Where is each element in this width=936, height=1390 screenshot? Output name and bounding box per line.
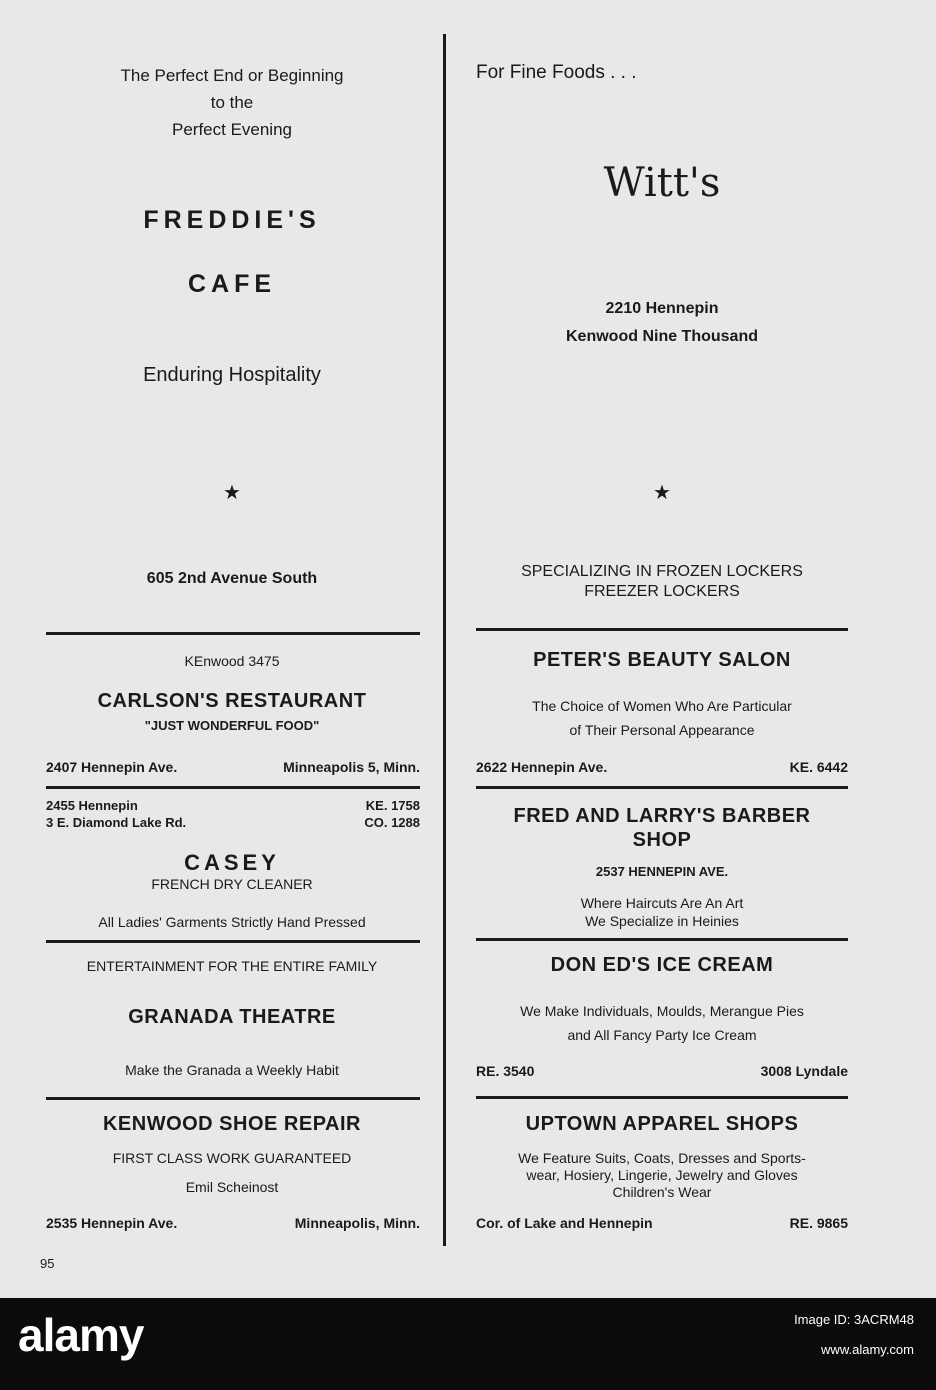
kenwood-tagline: FIRST CLASS WORK GUARANTEED	[112, 1150, 352, 1166]
peters-address-row	[476, 759, 848, 775]
barber-slogan-line-2: We Specialize in Heinies	[585, 913, 739, 929]
star-icon: ★	[223, 482, 241, 504]
casey-location-row-2	[46, 815, 420, 830]
freddies-tagline-line-2: to the	[210, 93, 254, 112]
barber-slogan-line-1: Where Haircuts Are An Art	[580, 895, 744, 911]
freddies-tagline-line-3: Perfect Evening	[171, 120, 292, 139]
witts-phone: Kenwood Nine Thousand	[566, 328, 758, 345]
carlsons-name: CARLSON'S RESTAURANT	[97, 690, 367, 712]
barber-name	[470, 804, 854, 852]
kenwood-name: KENWOOD SHOE REPAIR	[102, 1113, 362, 1135]
page-number: 95	[40, 1256, 55, 1271]
kenwood-owner: Emil Scheinost	[185, 1179, 279, 1195]
doned-slogan	[470, 999, 854, 1047]
divider-rule	[476, 628, 848, 631]
carlsons-slogan: "JUST WONDERFUL FOOD"	[144, 718, 320, 733]
uptown-line-3: Children's Wear	[612, 1184, 712, 1200]
witts-specialty	[462, 562, 862, 602]
doned-slogan-line-1: We Make Individuals, Moulds, Merangue Pies	[520, 1003, 804, 1019]
freddies-tagline	[40, 62, 424, 143]
image-id: Image ID: 3ACRM48	[794, 1312, 914, 1327]
star-icon: ★	[653, 482, 671, 504]
uptown-address: Cor. of Lake and Hennepin	[476, 1215, 653, 1231]
witts-address: 2210 Hennepin	[605, 300, 719, 317]
divider-rule	[46, 1097, 420, 1100]
divider-rule	[476, 938, 848, 941]
freddies-slogan: Enduring Hospitality	[143, 364, 321, 386]
freddies-address: 605 2nd Avenue South	[146, 570, 318, 587]
site-url[interactable]: www.alamy.com	[821, 1342, 914, 1357]
granada-name: GRANADA THEATRE	[128, 1006, 336, 1028]
carlsons-address-row	[46, 759, 420, 775]
witts-specialty-line-1: SPECIALIZING IN FROZEN LOCKERS	[521, 563, 803, 580]
uptown-name: UPTOWN APPAREL SHOPS	[525, 1113, 799, 1135]
doned-phone: RE. 3540	[476, 1063, 535, 1079]
granada-slogan: Make the Granada a Weekly Habit	[125, 1062, 339, 1078]
casey-phone-1: KE. 1758	[365, 798, 420, 813]
kenwood-address-row	[46, 1215, 420, 1231]
uptown-line-2: wear, Hosiery, Lingerie, Jewelry and Gloves	[526, 1167, 798, 1183]
divider-rule	[46, 632, 420, 635]
witts-specialty-line-2: FREEZER LOCKERS	[584, 583, 740, 600]
uptown-phone: RE. 9865	[789, 1215, 848, 1231]
divider-rule	[46, 940, 420, 943]
uptown-line-1: We Feature Suits, Coats, Dresses and Sports-	[518, 1150, 806, 1166]
column-divider	[443, 34, 446, 1246]
freddies-tagline-line-1: The Perfect End or Beginning	[120, 66, 344, 85]
peters-name: PETER'S BEAUTY SALON	[533, 649, 791, 671]
freddies-name-1: FREDDIE'S	[143, 206, 321, 234]
doned-address-row	[476, 1063, 848, 1079]
barber-name-line-1: FRED AND LARRY'S BARBER	[513, 805, 811, 827]
casey-address-2: 3 E. Diamond Lake Rd.	[46, 815, 187, 830]
alamy-logo: alamy	[18, 1309, 144, 1361]
casey-location-row-1	[46, 798, 420, 813]
freddies-name-2: CAFE	[187, 270, 277, 298]
carlsons-phone: KEnwood 3475	[184, 653, 280, 669]
peters-slogan-line-2: of Their Personal Appearance	[569, 722, 755, 738]
doned-address: 3008 Lyndale	[760, 1063, 848, 1079]
divider-rule	[476, 786, 848, 789]
barber-address: 2537 HENNEPIN AVE.	[595, 864, 729, 879]
casey-phone-2: CO. 1288	[364, 815, 420, 830]
doned-name: DON ED'S ICE CREAM	[550, 954, 774, 976]
divider-rule	[46, 786, 420, 789]
peters-phone: KE. 6442	[789, 759, 848, 775]
uptown-address-row	[476, 1215, 848, 1231]
carlsons-city: Minneapolis 5, Minn.	[283, 759, 420, 775]
barber-slogan	[470, 894, 854, 930]
casey-name: CASEY	[184, 850, 280, 875]
barber-name-line-2: SHOP	[632, 829, 692, 851]
peters-slogan	[470, 694, 854, 742]
witts-logo: Witt's	[603, 160, 721, 206]
kenwood-city: Minneapolis, Minn.	[294, 1215, 420, 1231]
carlsons-address: 2407 Hennepin Ave.	[46, 759, 178, 775]
uptown-description	[466, 1150, 858, 1201]
witts-tagline: For Fine Foods . . .	[476, 62, 637, 83]
divider-rule	[476, 1096, 848, 1099]
granada-tagline: ENTERTAINMENT FOR THE ENTIRE FAMILY	[86, 958, 378, 974]
casey-address-1: 2455 Hennepin	[46, 798, 138, 813]
peters-address: 2622 Hennepin Ave.	[476, 759, 608, 775]
peters-slogan-line-1: The Choice of Women Who Are Particular	[532, 698, 792, 714]
casey-note: All Ladies' Garments Strictly Hand Pressed	[98, 914, 366, 930]
kenwood-address: 2535 Hennepin Ave.	[46, 1215, 178, 1231]
doned-slogan-line-2: and All Fancy Party Ice Cream	[567, 1027, 757, 1043]
casey-subtitle: FRENCH DRY CLEANER	[151, 876, 313, 892]
